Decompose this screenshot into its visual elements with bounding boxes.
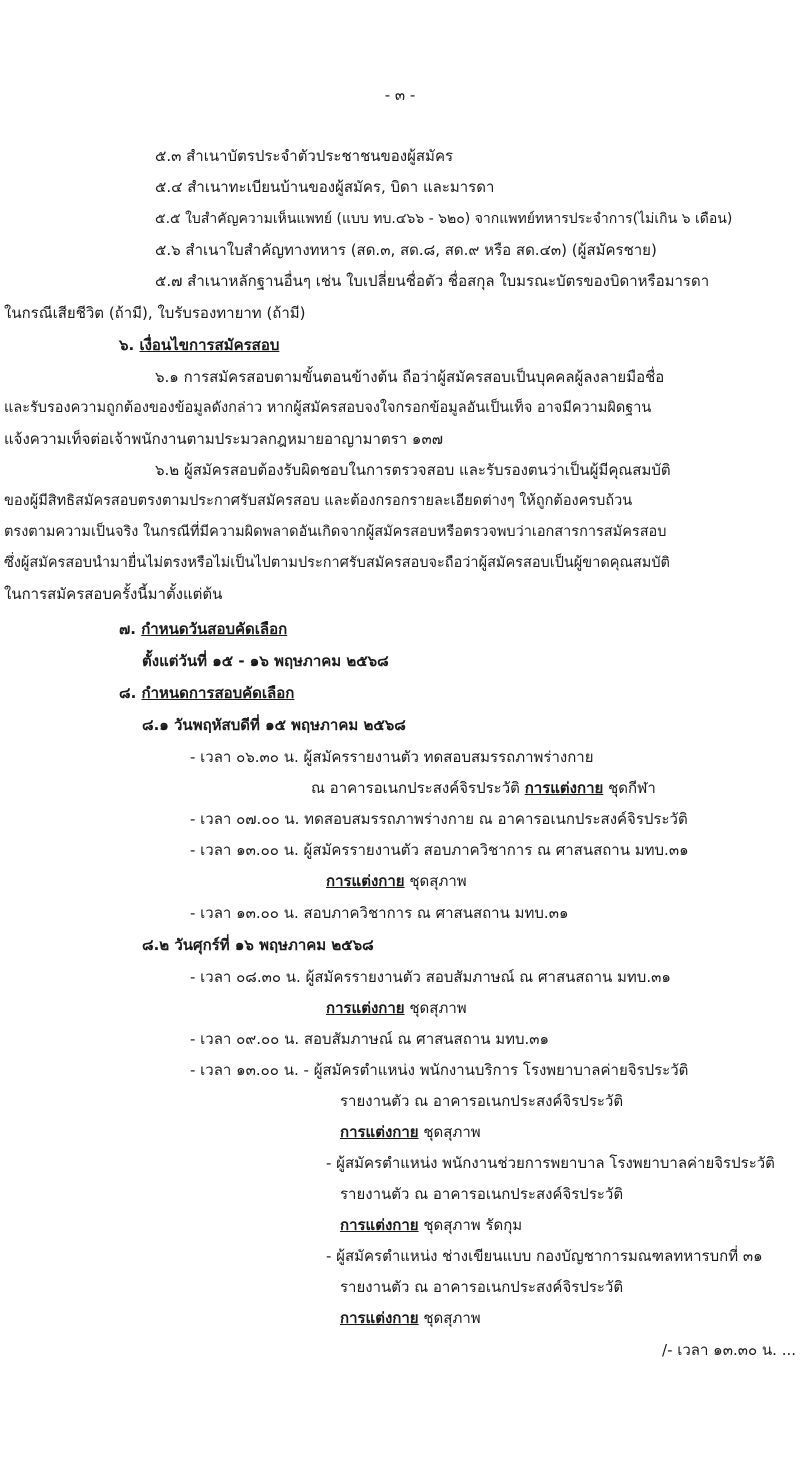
item-5-7-line2: ในกรณีเสียชีวิต (ถ้ามี), ใบรับรองทายาท (ถ้ามี) bbox=[4, 304, 306, 322]
dress-value: ชุดสุภาพ bbox=[423, 1123, 481, 1141]
para-6-1-line2: และรับรองความถูกต้องของข้อมูลดังกล่าว หากผู้สมัครสอบจงใจกรอกข้อมูลอันเป็นเท็จ อาจมีความผิดฐาน bbox=[4, 400, 652, 416]
day2-item3-dress bbox=[340, 1122, 481, 1142]
section-7-date: ตั้งแต่วันที่ ๑๕ - ๑๖ พฤษภาคม ๒๕๖๘ bbox=[142, 652, 389, 670]
dress-label: การแต่งกาย bbox=[326, 872, 405, 890]
item-5-5: ๕.๕ ใบสำคัญความเห็นแพทย์ (แบบ ทบ.๔๖๖ - ๖๒๐) จากแพทย์ทหารประจำการ(ไม่เกิน ๖ เดือน) bbox=[155, 211, 733, 227]
day1-item1: - เวลา ๐๖.๓๐ น. ผู้สมัครรายงานตัว ทดสอบสมรรถภาพร่างกาย bbox=[190, 748, 594, 766]
section-6-title: เงื่อนไขการสมัครสอบ bbox=[139, 336, 280, 354]
day1-item1-location-text: ณ อาคารอเนกประสงค์จิรประวัติ bbox=[311, 779, 520, 797]
continuation-marker: /- เวลา ๑๓.๓๐ น. ... bbox=[662, 1341, 796, 1359]
para-6-2-line5: ในการสมัครสอบครั้งนี้มาตั้งแต่ต้น bbox=[4, 585, 223, 603]
day2-item2: - เวลา ๐๙.๐๐ น. สอบสัมภาษณ์ ณ ศาสนสถาน มทบ.๓๑ bbox=[190, 1030, 550, 1048]
day2-item3: - เวลา ๑๓.๐๐ น. - ผู้สมัครตำแหน่ง พนักงานบริการ โรงพยาบาลค่ายจิรประวัติ bbox=[190, 1061, 689, 1079]
dress-value: ชุดสุภาพ bbox=[409, 872, 467, 890]
day2-item3c-report: รายงานตัว ณ อาคารอเนกประสงค์จิรประวัติ bbox=[340, 1278, 624, 1296]
section-7-heading bbox=[119, 619, 287, 639]
page-number: - ๓ - bbox=[384, 86, 416, 104]
dress-label: การแต่งกาย bbox=[326, 999, 405, 1017]
para-6-1-line1: ๖.๑ การสมัครสอบตามขั้นตอนข้างต้น ถือว่าผู้สมัครสอบเป็นบุคคลผู้ลงลายมือชื่อ bbox=[155, 368, 665, 386]
day1-item4: - เวลา ๑๓.๐๐ น. สอบภาควิชาการ ณ ศาสนสถาน มทบ.๓๑ bbox=[190, 904, 569, 922]
dress-label: การแต่งกาย bbox=[524, 779, 604, 797]
day2-item3b-report: รายงานตัว ณ อาคารอเนกประสงค์จิรประวัติ bbox=[340, 1185, 624, 1203]
para-6-2-line2: ของผู้มีสิทธิสมัครสอบตรงตามประกาศรับสมัครสอบ และต้องกรอกรายละเอียดต่างๆ ให้ถูกต้องครบถ้วน bbox=[4, 493, 633, 509]
day2-item3-report: รายงานตัว ณ อาคารอเนกประสงค์จิรประวัติ bbox=[340, 1092, 624, 1110]
para-6-2-line3: ตรงตามความเป็นจริง ในกรณีที่มีความผิดพลาดอันเกิดจากผู้สมัครสอบหรือตรวจพบว่าเอกสารการสมัครสอบ bbox=[4, 524, 667, 540]
day2-item3c-dress bbox=[340, 1308, 481, 1328]
dress-label: การแต่งกาย bbox=[340, 1309, 419, 1327]
item-5-7-line1: ๕.๗ สำเนาหลักฐานอื่นๆ เช่น ใบเปลี่ยนชื่อตัว ชื่อสกุล ใบมรณะบัตรของบิดาหรือมารดา bbox=[155, 272, 710, 290]
section-6-heading bbox=[119, 335, 279, 355]
section-6-number: ๖. bbox=[119, 336, 135, 354]
section-7-number: ๗. bbox=[119, 620, 136, 638]
day2-heading: ๘.๒ วันศุกร์ที่ ๑๖ พฤษภาคม ๒๕๖๘ bbox=[142, 936, 374, 954]
section-8-heading bbox=[119, 683, 294, 703]
section-8-title: กำหนดการสอบคัดเลือก bbox=[141, 684, 295, 702]
para-6-1-line3: แจ้งความเท็จต่อเจ้าพนักงานตามประมวลกฎหมายอาญามาตรา ๑๓๗ bbox=[4, 430, 443, 448]
dress-value: ชุดสุภาพ รัดกุม bbox=[423, 1216, 523, 1234]
dress-label: การแต่งกาย bbox=[340, 1216, 419, 1234]
para-6-2-line1: ๖.๒ ผู้สมัครสอบต้องรับผิดชอบในการตรวจสอบ และรับรองตนว่าเป็นผู้มีคุณสมบัติ bbox=[155, 461, 671, 479]
day2-item3c: - ผู้สมัครตำแหน่ง ช่างเขียนแบบ กองบัญชาการมณฑลทหารบกที่ ๓๑ bbox=[326, 1247, 763, 1265]
section-7-title: กำหนดวันสอบคัดเลือก bbox=[141, 620, 288, 638]
item-5-3: ๕.๓ สำเนาบัตรประจำตัวประชาชนของผู้สมัคร bbox=[155, 147, 454, 165]
day2-item1: - เวลา ๐๘.๓๐ น. ผู้สมัครรายงานตัว สอบสัมภาษณ์ ณ ศาสนสถาน มทบ.๓๑ bbox=[190, 968, 671, 986]
item-5-4: ๕.๔ สำเนาทะเบียนบ้านของผู้สมัคร, บิดา และมารดา bbox=[155, 178, 495, 196]
dress-value: ชุดสุภาพ bbox=[409, 999, 467, 1017]
dress-label: การแต่งกาย bbox=[340, 1123, 419, 1141]
dress-value: ชุดสุภาพ bbox=[423, 1309, 481, 1327]
day1-heading: ๘.๑ วันพฤหัสบดีที่ ๑๕ พฤษภาคม ๒๕๖๘ bbox=[142, 716, 406, 734]
day2-item1-dress bbox=[326, 998, 467, 1018]
day1-item1-location bbox=[311, 778, 656, 798]
day1-item3-dress bbox=[326, 871, 467, 891]
section-8-number: ๘. bbox=[119, 684, 137, 702]
day2-item3b: - ผู้สมัครตำแหน่ง พนักงานช่วยการพยาบาล โรงพยาบาลค่ายจิรประวัติ bbox=[326, 1154, 775, 1172]
day1-item3: - เวลา ๑๓.๐๐ น. ผู้สมัครรายงานตัว สอบภาควิชาการ ณ ศาสนสถาน มทบ.๓๑ bbox=[190, 841, 689, 859]
day2-item3b-dress bbox=[340, 1215, 522, 1235]
day1-item2: - เวลา ๐๗.๐๐ น. ทดสอบสมรรถภาพร่างกาย ณ อาคารอเนกประสงค์จิรประวัติ bbox=[190, 810, 688, 828]
dress-value: ชุดกีฬา bbox=[608, 779, 656, 797]
item-5-6: ๕.๖ สำเนาใบสำคัญทางทหาร (สด.๓, สด.๘, สด.๙ หรือ สด.๔๓) (ผู้สมัครชาย) bbox=[155, 241, 657, 259]
para-6-2-line4: ซึ่งผู้สมัครสอบนำมายื่นไม่ตรงหรือไม่เป็นไปตามประกาศรับสมัครสอบจะถือว่าผู้สมัครสอบเป็นผู้ขาดคุณสมบัติ bbox=[4, 555, 670, 571]
